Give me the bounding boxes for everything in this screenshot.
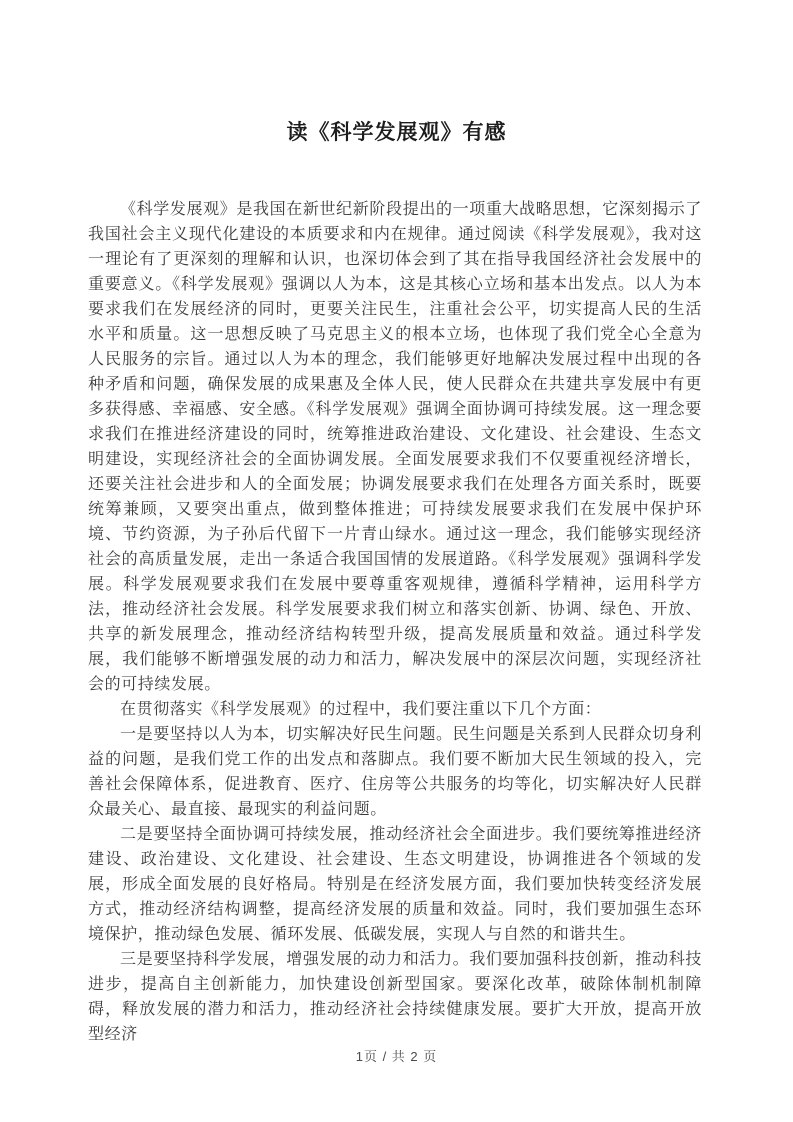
- paragraph-point-one: 一是要坚持以人为本，切实解决好民生问题。民生问题是关系到人民群众切身利益的问题，是我们党工作的出发点和落脚点。我们要不断加大民生领域的投入，完善社会保障体系，促进教育、医疗、住房等公共服务的均等化，切实解决好人民群众最关心、最直接、最现实的利益问题。: [88, 726, 702, 818]
- paragraph-transition: 在贯彻落实《科学发展观》的过程中，我们要注重以下几个方面：: [120, 701, 602, 718]
- page-footer: [0, 1048, 793, 1066]
- document-title: 读《科学发展观》有感: [286, 121, 507, 144]
- page-number-indicator: 1页 / 共 2 页: [355, 1049, 438, 1064]
- paragraph-point-two: 二是要坚持全面协调可持续发展，推动经济社会全面进步。我们要统筹推进经济建设、政治建设、文化建设、社会建设、生态文明建设，协调推进各个领域的发展，形成全面发展的良好格局。特别是在经济发展方面，我们要加快转变经济发展方式，推动经济结构调整，提高经济发展的质量和效益。同时，我们要加强生态环境保护，推动绿色发展、循环发展、低碳发展，实现人与自然的和谐共生。: [88, 826, 702, 943]
- paragraph-intro: 《科学发展观》是我国在新世纪新阶段提出的一项重大战略思想，它深刻揭示了我国社会主义现代化建设的本质要求和内在规律。通过阅读《科学发展观》，我对这一理论有了更深刻的理解和认识，也深切体会到了其在指导我国经济社会发展中的重要意义。《科学发展观》强调以人为本，这是其核心立场和基本出发点。以人为本要求我们在发展经济的同时，更要关注民生，注重社会公平，切实提高人民的生活水平和质量。这一思想反映了马克思主义的根本立场，也体现了我们党全心全意为人民服务的宗旨。通过以人为本的理念，我们能够更好地解决发展过程中出现的各种矛盾和问题，确保发展的成果惠及全体人民，使人民群众在共建共享发展中有更多获得感、幸福感、安全感。《科学发展观》强调全面协调可持续发展。这一理念要求我们在推进经济建设的同时，统筹推进政治建设、文化建设、社会建设、生态文明建设，实现经济社会的全面协调发展。全面发展要求我们不仅要重视经济增长，还要关注社会进步和人的全面发展；协调发展要求我们在处理各方面关系时，既要统筹兼顾，又要突出重点，做到整体推进；可持续发展要求我们在发展中保护环境、节约资源，为子孙后代留下一片青山绿水。通过这一理念，我们能够实现经济社会的高质量发展，走出一条适合我国国情的发展道路。《科学发展观》强调科学发展。科学发展观要求我们在发展中要尊重客观规律，遵循科学精神，运用科学方法，推动经济社会发展。科学发展要求我们树立和落实创新、协调、绿色、开放、共享的新发展理念，推动经济结构转型升级，提高发展质量和效益。通过科学发展，我们能够不断增强发展的动力和活力，解决发展中的深层次问题，实现经济社会的可持续发展。: [88, 201, 702, 693]
- paragraph-point-three: 三是要坚持科学发展，增强发展的动力和活力。我们要加强科技创新，推动科技进步，提高自主创新能力，加快建设创新型国家。要深化改革，破除体制机制障碍，释放发展的潜力和活力，推动经济社会持续健康发展。要扩大开放，提高开放型经济: [88, 951, 702, 1043]
- document-body: [88, 197, 702, 1047]
